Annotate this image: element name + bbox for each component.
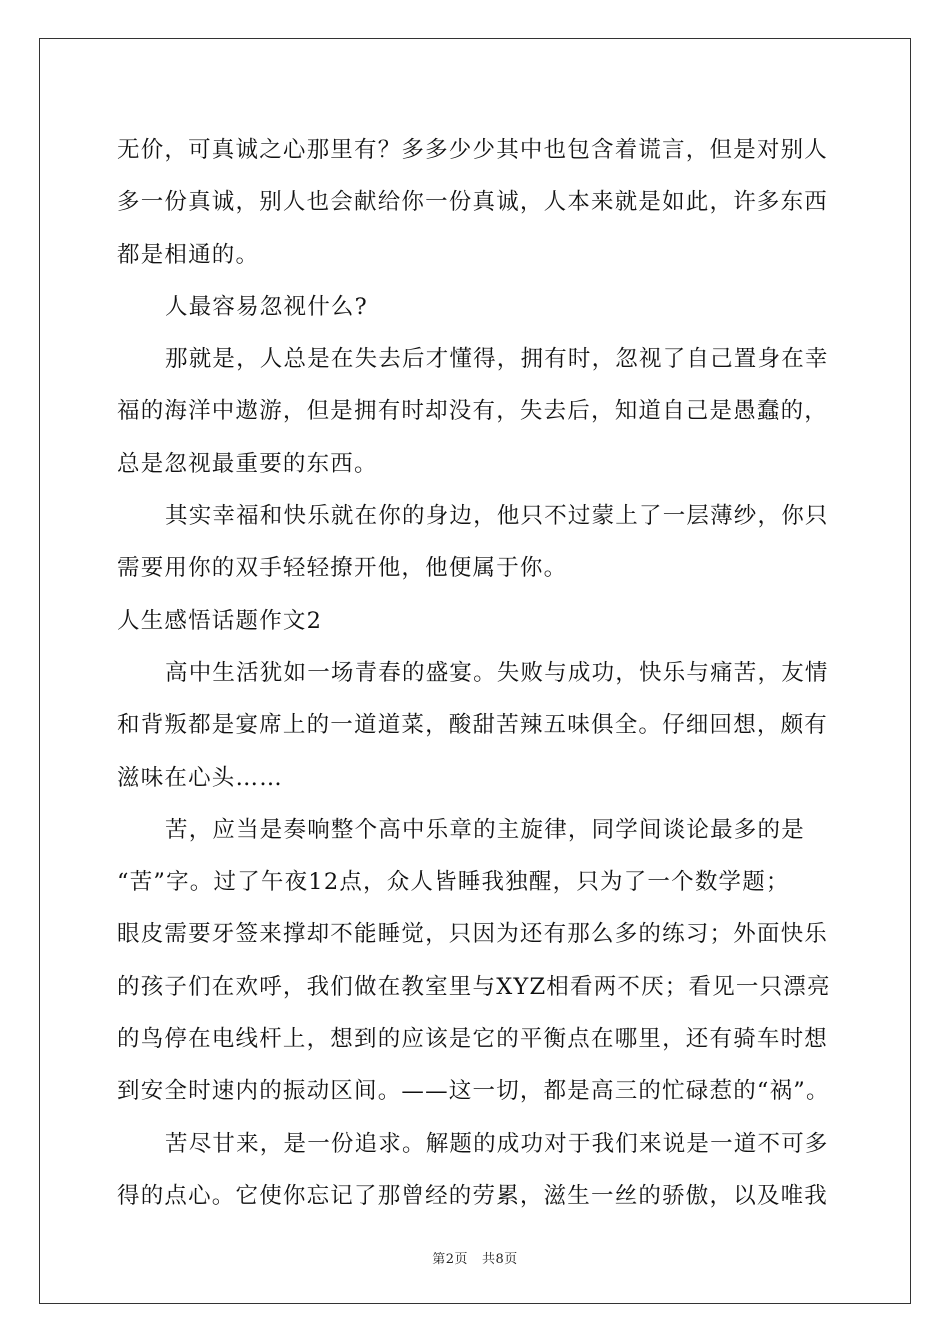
text-line: 苦，应当是奏响整个高中乐章的主旋律，同学间谈论最多的是: [165, 816, 805, 843]
page-number: 第2页: [432, 1252, 468, 1267]
text-line: 那就是，人总是在失去后才懂得，拥有时，忽视了自己置身在幸: [165, 346, 829, 373]
text-line: 高中生活犹如一场青春的盛宴。失败与成功，快乐与痛苦，友情: [165, 659, 829, 686]
document-body: [117, 124, 837, 1222]
page-footer: [0, 1248, 950, 1267]
text-line: 都是相通的。: [117, 241, 260, 268]
text-line: 眼皮需要牙签来撑却不能睡觉，只因为还有那么多的练习；外面快乐: [117, 921, 829, 948]
text-line: 得的点心。它使你忘记了那曾经的劳累，滋生一丝的骄傲，以及唯我: [117, 1182, 829, 1209]
text-line: 和背叛都是宴席上的一道道菜，酸甜苦辣五味俱全。仔细回想，颇有: [117, 712, 829, 739]
page-total: 共8页: [482, 1252, 518, 1267]
text-line: “苦”字。过了午夜12点，众人皆睡我独醒，只为了一个数学题；: [117, 869, 790, 896]
text-line: 多一份真诚，别人也会献给你一份真诚，人本来就是如此，许多东西: [117, 189, 829, 216]
text-line: 的鸟停在电线杆上，想到的应该是它的平衡点在哪里，还有骑车时想: [117, 1026, 829, 1053]
text-line: 福的海洋中遨游，但是拥有时却没有，失去后，知道自己是愚蠢的，: [117, 398, 829, 425]
text-line: 滋味在心头……: [117, 764, 283, 791]
text-line: 到安全时速内的振动区间。——这一切，都是高三的忙碌惹的“祸”。: [117, 1078, 830, 1105]
text-line: 人最容易忽视什么?: [165, 293, 368, 320]
text-line: 需要用你的双手轻轻撩开他，他便属于你。: [117, 555, 568, 582]
text-line: 总是忽视最重要的东西。: [117, 450, 378, 477]
text-line: 苦尽甘来，是一份追求。解题的成功对于我们来说是一道不可多: [165, 1130, 829, 1157]
text-line: 的孩子们在欢呼，我们做在教室里与XYZ相看两不厌；看见一只漂亮: [117, 973, 831, 1000]
text-line: 无价，可真诚之心那里有？多多少少其中也包含着谎言，但是对别人: [117, 137, 829, 163]
text-line: 人生感悟话题作文2: [117, 607, 323, 634]
text-line: 其实幸福和快乐就在你的身边，他只不过蒙上了一层薄纱，你只: [165, 503, 829, 530]
